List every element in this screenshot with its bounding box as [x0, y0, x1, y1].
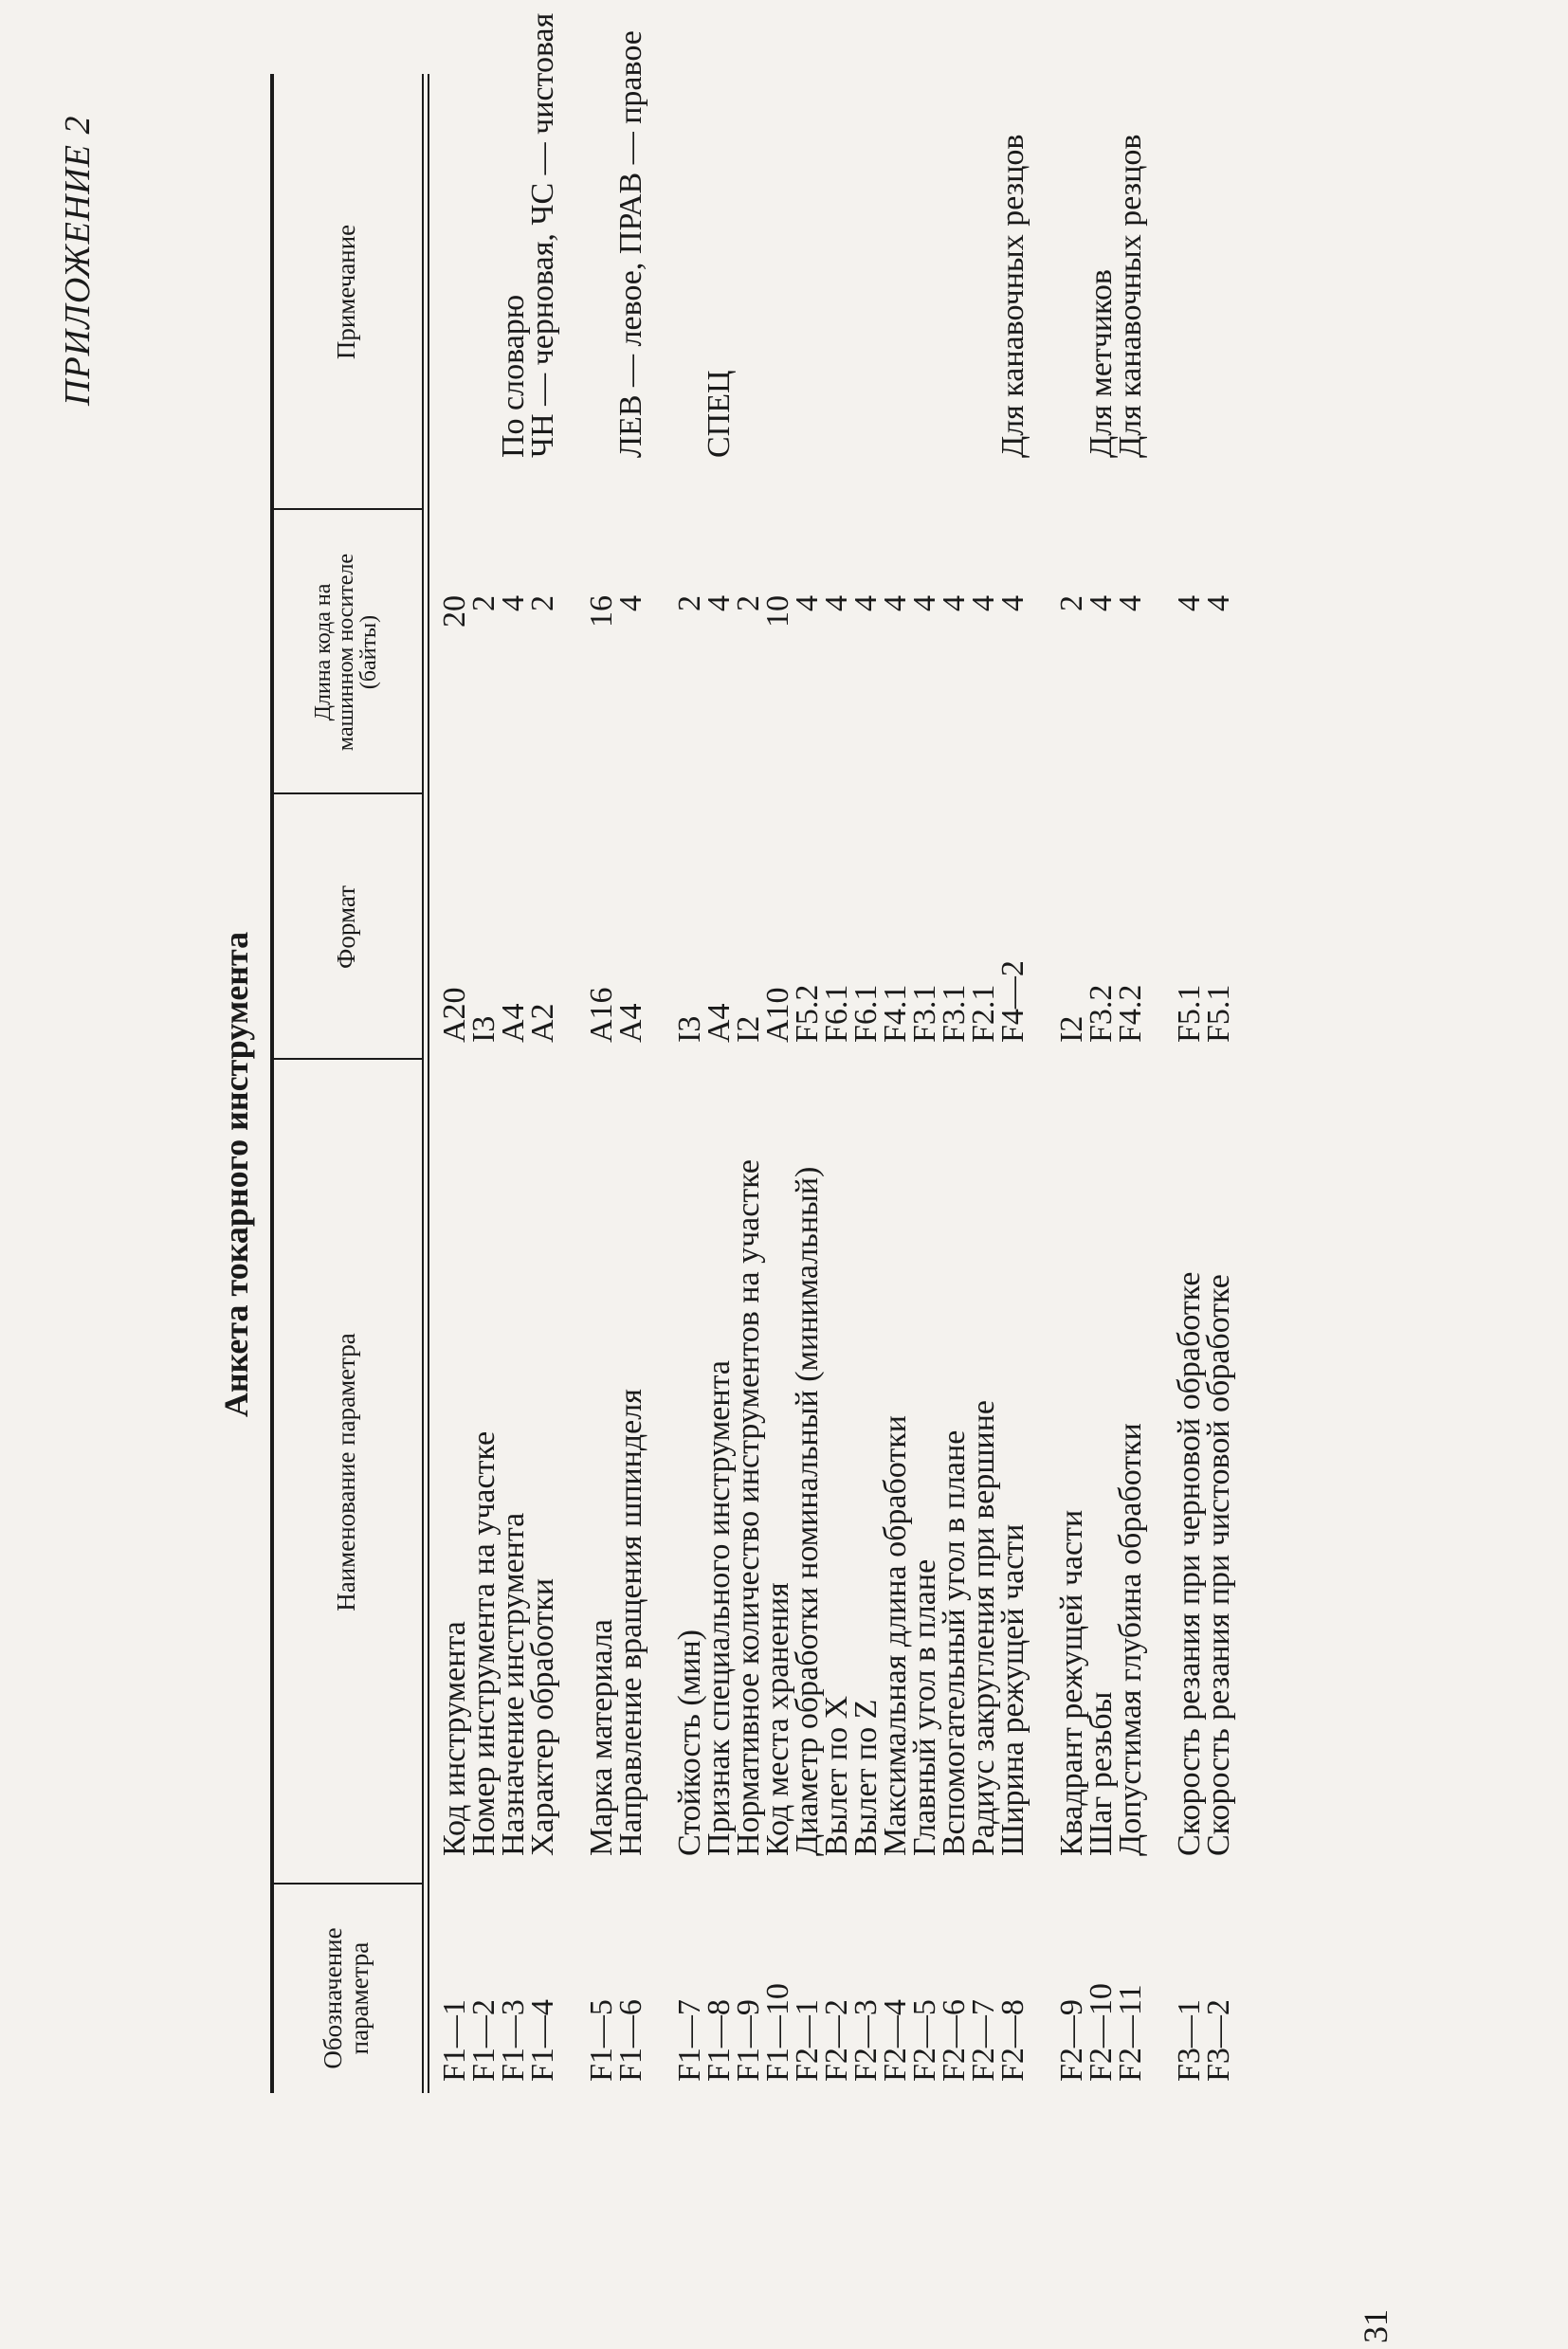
- cell-name: Номер инструмента на участке: [466, 1430, 501, 1856]
- cell-format: F3.1: [937, 984, 972, 1043]
- cell-designation: F1—8: [702, 1999, 737, 2082]
- cell-designation: F1—6: [613, 1999, 648, 2082]
- cell-format: A10: [760, 987, 795, 1043]
- cell-designation: F1—4: [525, 1999, 560, 2082]
- cell-length: 4: [1172, 595, 1207, 611]
- cell-format: A4: [702, 1003, 737, 1043]
- cell-name: Характер обработки: [525, 1577, 560, 1856]
- cell-designation: F2—4: [878, 1999, 913, 2082]
- cell-format: I2: [1054, 1015, 1089, 1043]
- cell-length: 4: [1084, 595, 1119, 611]
- cell-name: Назначение инструмента: [496, 1512, 531, 1856]
- cell-format: A20: [437, 987, 472, 1043]
- cell-length: 4: [819, 595, 854, 611]
- cell-name: Код инструмента: [437, 1621, 472, 1856]
- cell-name: Радиус закругления при вершине: [966, 1400, 1001, 1856]
- cell-designation: F2—9: [1054, 1999, 1089, 2082]
- cell-name: Главный угол в плане: [907, 1558, 942, 1856]
- header-note: Примечание: [332, 224, 360, 360]
- cell-length: 4: [702, 595, 737, 611]
- cell-format: F4.1: [878, 984, 913, 1043]
- cell-format: A2: [525, 1003, 560, 1043]
- cell-note: ЧН — черновая, ЧС — чистовая: [525, 12, 560, 458]
- cell-designation: F2—6: [937, 1999, 972, 2082]
- cell-name: Допустимая глубина обработки: [1113, 1423, 1148, 1856]
- cell-designation: F2—11: [1113, 1984, 1148, 2082]
- cell-designation: F1—2: [466, 1999, 501, 2082]
- cell-designation: F1—5: [584, 1999, 619, 2082]
- cell-designation: F1—9: [731, 1999, 766, 2082]
- header-format: Формат: [332, 885, 360, 969]
- cell-name: Нормативное количество инструментов на участке: [731, 1159, 766, 1856]
- cell-format: A4: [613, 1003, 648, 1043]
- cell-length: 4: [937, 595, 972, 611]
- cell-designation: F1—7: [672, 1999, 707, 2082]
- cell-length: 4: [966, 595, 1001, 611]
- cell-length: 4: [613, 595, 648, 611]
- cell-length: 4: [1113, 595, 1148, 611]
- cell-format: I2: [731, 1015, 766, 1043]
- cell-length: 2: [466, 595, 501, 611]
- cell-length: 4: [790, 595, 825, 611]
- cell-designation: F3—1: [1172, 1999, 1207, 2082]
- cell-format: A16: [584, 987, 619, 1043]
- cell-format: A4: [496, 1003, 531, 1043]
- cell-name: Ширина режущей части: [995, 1523, 1030, 1856]
- cell-designation: F1—10: [760, 1983, 795, 2082]
- cell-format: F3.1: [907, 984, 942, 1043]
- header-name: Наименование параметра: [332, 1333, 360, 1612]
- header-rule: [422, 74, 424, 2093]
- header-designation: Обозначение параметра: [319, 1927, 374, 2069]
- cell-name: Код места хранения: [760, 1582, 795, 1856]
- cell-length: 2: [731, 595, 766, 611]
- cell-length: 10: [760, 595, 795, 628]
- cell-length: 4: [1201, 595, 1236, 611]
- table-row: [997, 74, 1030, 2093]
- cell-note: Для канавочных резцов: [1113, 134, 1148, 458]
- cell-designation: F3—2: [1201, 1999, 1236, 2082]
- cell-name: Вылет по X: [819, 1695, 854, 1856]
- table-title: Анкета токарного инструмента: [217, 931, 255, 1418]
- appendix-label: ПРИЛОЖЕНИЕ 2: [58, 115, 98, 406]
- cell-format: F6.1: [848, 984, 884, 1043]
- cell-length: 4: [496, 595, 531, 611]
- cell-designation: F2—3: [848, 1999, 884, 2082]
- cell-name: Максимальная длина обработки: [878, 1415, 913, 1856]
- cell-name: Направление вращения шпинделя: [613, 1389, 648, 1856]
- table-row: [525, 12, 560, 2093]
- cell-designation: F2—2: [819, 1999, 854, 2082]
- cell-note: Для метчиков: [1084, 269, 1119, 458]
- cell-format: F3.2: [1084, 984, 1119, 1043]
- cell-format: F4.2: [1113, 984, 1148, 1043]
- cell-length: 16: [584, 595, 619, 628]
- cell-length: 4: [995, 595, 1030, 611]
- cell-length: 2: [525, 595, 560, 611]
- cell-designation: F2—10: [1084, 1983, 1119, 2082]
- cell-length: 20: [437, 595, 472, 628]
- cell-format: F4—2: [995, 960, 1030, 1043]
- cell-designation: F1—3: [496, 1999, 531, 2082]
- cell-format: F2.1: [966, 984, 1001, 1043]
- cell-format: F5.1: [1201, 984, 1236, 1043]
- cell-name: Шаг резьбы: [1084, 1691, 1119, 1856]
- cell-name: Квадрант режущей части: [1054, 1509, 1089, 1856]
- cell-length: 2: [1054, 595, 1089, 611]
- cell-length: 2: [672, 595, 707, 611]
- cell-format: F5.1: [1172, 984, 1207, 1043]
- cell-length: 4: [878, 595, 913, 611]
- cell-format: F6.1: [819, 984, 854, 1043]
- cell-note: ЛЕВ — левое, ПРАВ — правое: [613, 30, 648, 458]
- cell-note: По словарю: [496, 294, 531, 458]
- cell-format: I3: [672, 1015, 707, 1043]
- table-row: [1203, 74, 1235, 2093]
- cell-designation: F2—1: [790, 1999, 825, 2082]
- cell-designation: F2—8: [995, 1999, 1030, 2082]
- cell-designation: F2—5: [907, 1999, 942, 2082]
- cell-length: 4: [907, 595, 942, 611]
- cell-name: Скорость резания при черновой обработке: [1172, 1271, 1207, 1856]
- cell-format: F5.2: [790, 984, 825, 1043]
- cell-note: Для канавочных резцов: [995, 134, 1030, 458]
- cell-designation: F2—7: [966, 1999, 1001, 2082]
- page-number: 31: [1357, 2309, 1395, 2343]
- header-length: Длина кода на машинном носителе (байты): [311, 553, 381, 752]
- cell-name: Вылет по Z: [848, 1699, 884, 1856]
- cell-format: I3: [466, 1015, 501, 1043]
- table-row: [613, 30, 648, 2093]
- cell-name: Стойкость (мин): [672, 1630, 707, 1856]
- cell-designation: F1—1: [437, 1999, 472, 2082]
- header-rule-double: [428, 74, 429, 2093]
- cell-name: Скорость резания при чистовой обработке: [1201, 1274, 1236, 1856]
- cell-note: СПЕЦ: [702, 370, 737, 458]
- cell-name: Вспомогательный угол в плане: [937, 1429, 972, 1856]
- cell-name: Признак специального инструмента: [702, 1360, 737, 1856]
- table-row: [1115, 74, 1147, 2093]
- cell-name: Марка материала: [584, 1618, 619, 1856]
- cell-length: 4: [848, 595, 884, 611]
- cell-name: Диаметр обработки номинальный (минимальный): [790, 1166, 825, 1856]
